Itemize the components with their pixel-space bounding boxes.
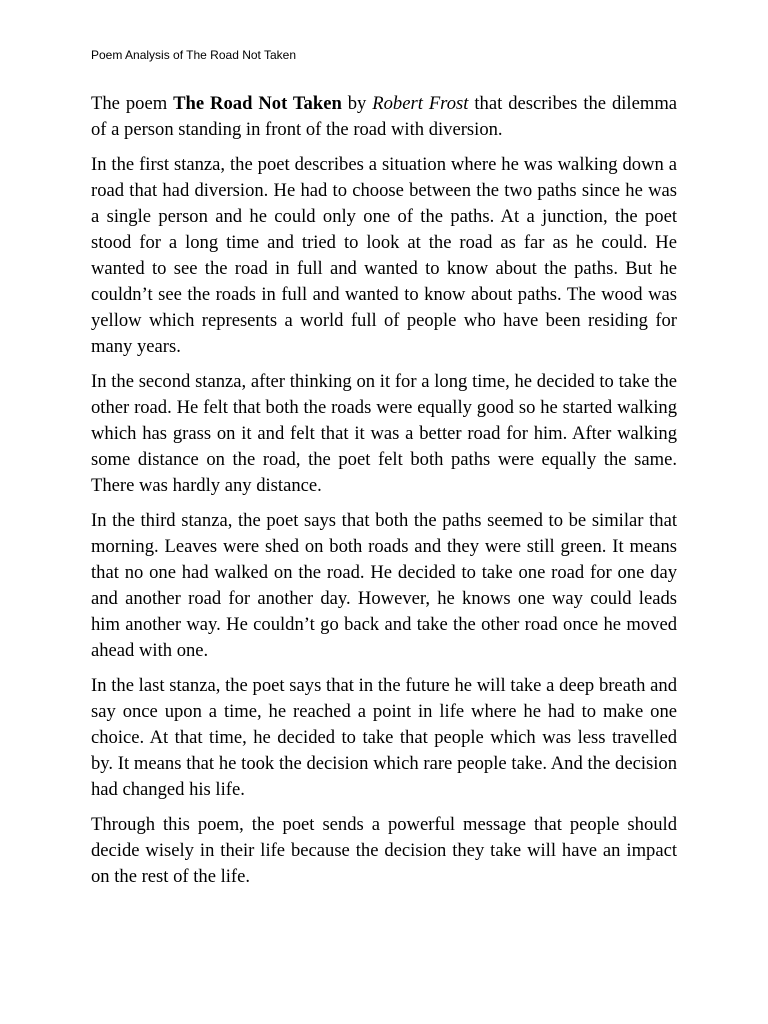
document-body: [91, 91, 677, 899]
paragraph-second-stanza: In the second stanza, after thinking on it for a long time, he decided to take the other road. He felt that both the roads were equally good so he started walking which has grass on it and felt that it was a better road for him. After walking some distance on the road, the poet felt both paths were equally the same. There was hardly any distance.: [91, 371, 677, 496]
poem-title: The Road Not Taken: [173, 93, 342, 114]
intro-by: by: [341, 93, 373, 114]
paragraph-first-stanza: In the first stanza, the poet describes a situation where he was walking down a road that had diversion. He had to choose between the two paths since he was a single person and he could only one of the paths. At a junction, the poet stood for a long time and tried to look at the road as far as he could. He wanted to see the road in full and wanted to know about the paths. But he couldn’t see the roads in full and wanted to know about paths. The wood was yellow which represents a world full of people who have been residing for many years.: [91, 154, 677, 357]
intro-lead: The poem: [91, 93, 174, 114]
intro-paragraph: [91, 91, 677, 143]
poem-author: Robert Frost: [372, 93, 469, 114]
paragraph-third-stanza: In the third stanza, the poet says that both the paths seemed to be similar that morning. Leaves were shed on both roads and they were still green. It means that no one had walked on the road. He decided to take one road for one day and another road for another day. However, he knows one way could leads him another way. He couldn’t go back and take the other road once he moved ahead with one.: [91, 510, 677, 661]
intro-rest: that describes the dilemma of a person standing in front of the road with diversion.: [91, 93, 678, 140]
running-header: Poem Analysis of The Road Not Taken: [91, 48, 297, 62]
paragraph-conclusion: Through this poem, the poet sends a powerful message that people should decide wisely in their life because the decision they take will have an impact on the rest of the life.: [91, 814, 677, 887]
paragraph-last-stanza: In the last stanza, the poet says that in the future he will take a deep breath and say once upon a time, he reached a point in life where he had to make one choice. At that time, he decided to take that people which was less travelled by. It means that he took the decision which rare people take. And the decision had changed his life.: [91, 675, 677, 800]
